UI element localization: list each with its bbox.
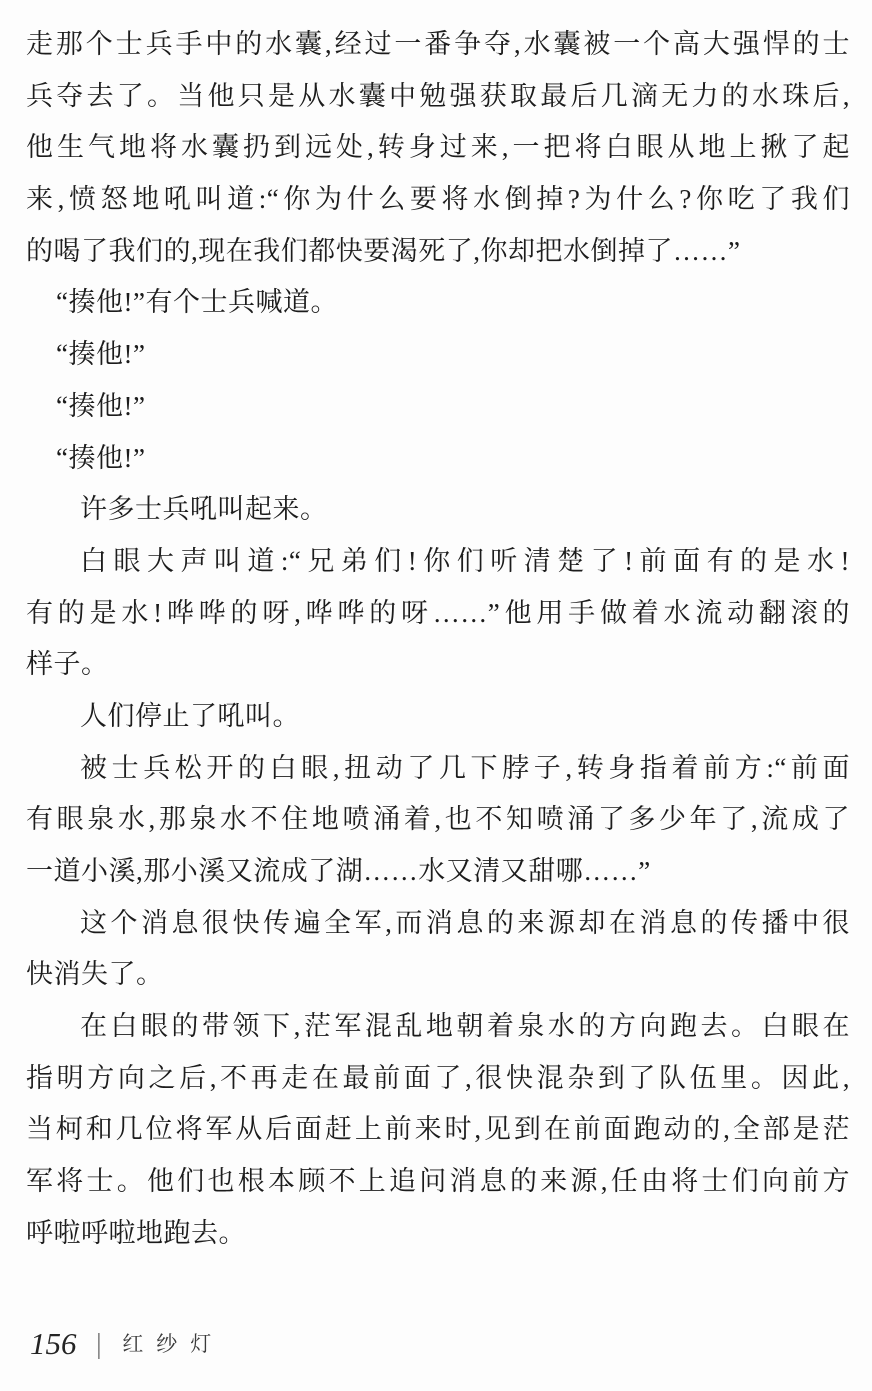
text-line: 来,愤怒地吼叫道:“你为什么要将水倒掉?为什么?你吃了我们 [26, 184, 850, 215]
text-line: “揍他!”有个士兵喊道。 [56, 287, 338, 318]
paragraph [26, 691, 850, 743]
paragraph [26, 433, 850, 485]
text-line: 走那个士兵手中的水囊,经过一番争夺,水囊被一个高大强悍的士 [26, 29, 850, 59]
text-line: 快消失了。 [26, 959, 164, 990]
paragraph [26, 1001, 850, 1259]
text-line: 兵夺去了。当他只是从水囊中勉强获取最后几滴无力的水珠后, [26, 80, 850, 111]
paragraph [26, 381, 850, 433]
text-line: 指明方向之后,不再走在最前面了,很快混杂到了队伍里。因此, [26, 1062, 850, 1093]
text-line: 他生气地将水囊扔到远处,转身过来,一把将白眼从地上揪了起 [26, 132, 850, 163]
book-title: 红纱灯 [122, 1332, 225, 1356]
footer-divider: | [96, 1328, 101, 1360]
text-line: “揍他!” [56, 442, 146, 473]
text-line: “揍他!” [56, 390, 146, 421]
text-line: 白眼大声叫道:“兄弟们!你们听清楚了!前面有的是水! [80, 545, 850, 576]
text-line: 许多士兵吼叫起来。 [80, 494, 328, 525]
page-footer [30, 1326, 224, 1362]
paragraph [26, 19, 850, 277]
text-line: 呼啦呼啦地跑去。 [26, 1217, 246, 1248]
paragraph [26, 743, 850, 898]
text-line: 一道小溪,那小溪又流成了湖……水又清又甜哪……” [26, 856, 651, 886]
page-number: 156 [30, 1326, 77, 1361]
page-text [26, 19, 850, 1260]
text-line: 人们停止了吼叫。 [80, 700, 300, 731]
text-line: “揍他!” [56, 339, 146, 370]
paragraph [26, 277, 850, 329]
text-line: 军将士。他们也根本顾不上追问消息的来源,任由将士们向前方 [26, 1166, 850, 1197]
paragraph [26, 484, 850, 536]
text-line: 被士兵松开的白眼,扭动了几下脖子,转身指着前方:“前面 [80, 752, 850, 783]
paragraph [26, 898, 850, 1001]
paragraph [26, 329, 850, 381]
text-line: 在白眼的带领下,茫军混乱地朝着泉水的方向跑去。白眼在 [80, 1011, 850, 1042]
text-line: 有眼泉水,那泉水不住地喷涌着,也不知喷涌了多少年了,流成了 [26, 804, 850, 835]
paragraph [26, 536, 850, 691]
text-line: 的喝了我们的,现在我们都快要渴死了,你却把水倒掉了……” [26, 235, 741, 266]
text-line: 这个消息很快传遍全军,而消息的来源却在消息的传播中很 [80, 907, 850, 938]
text-line: 样子。 [26, 649, 109, 680]
text-line: 当柯和几位将军从后面赶上前来时,见到在前面跑动的,全部是茫 [26, 1114, 850, 1145]
text-line: 有的是水!哗哗的呀,哗哗的呀……”他用手做着水流动翻滚的 [26, 597, 850, 628]
